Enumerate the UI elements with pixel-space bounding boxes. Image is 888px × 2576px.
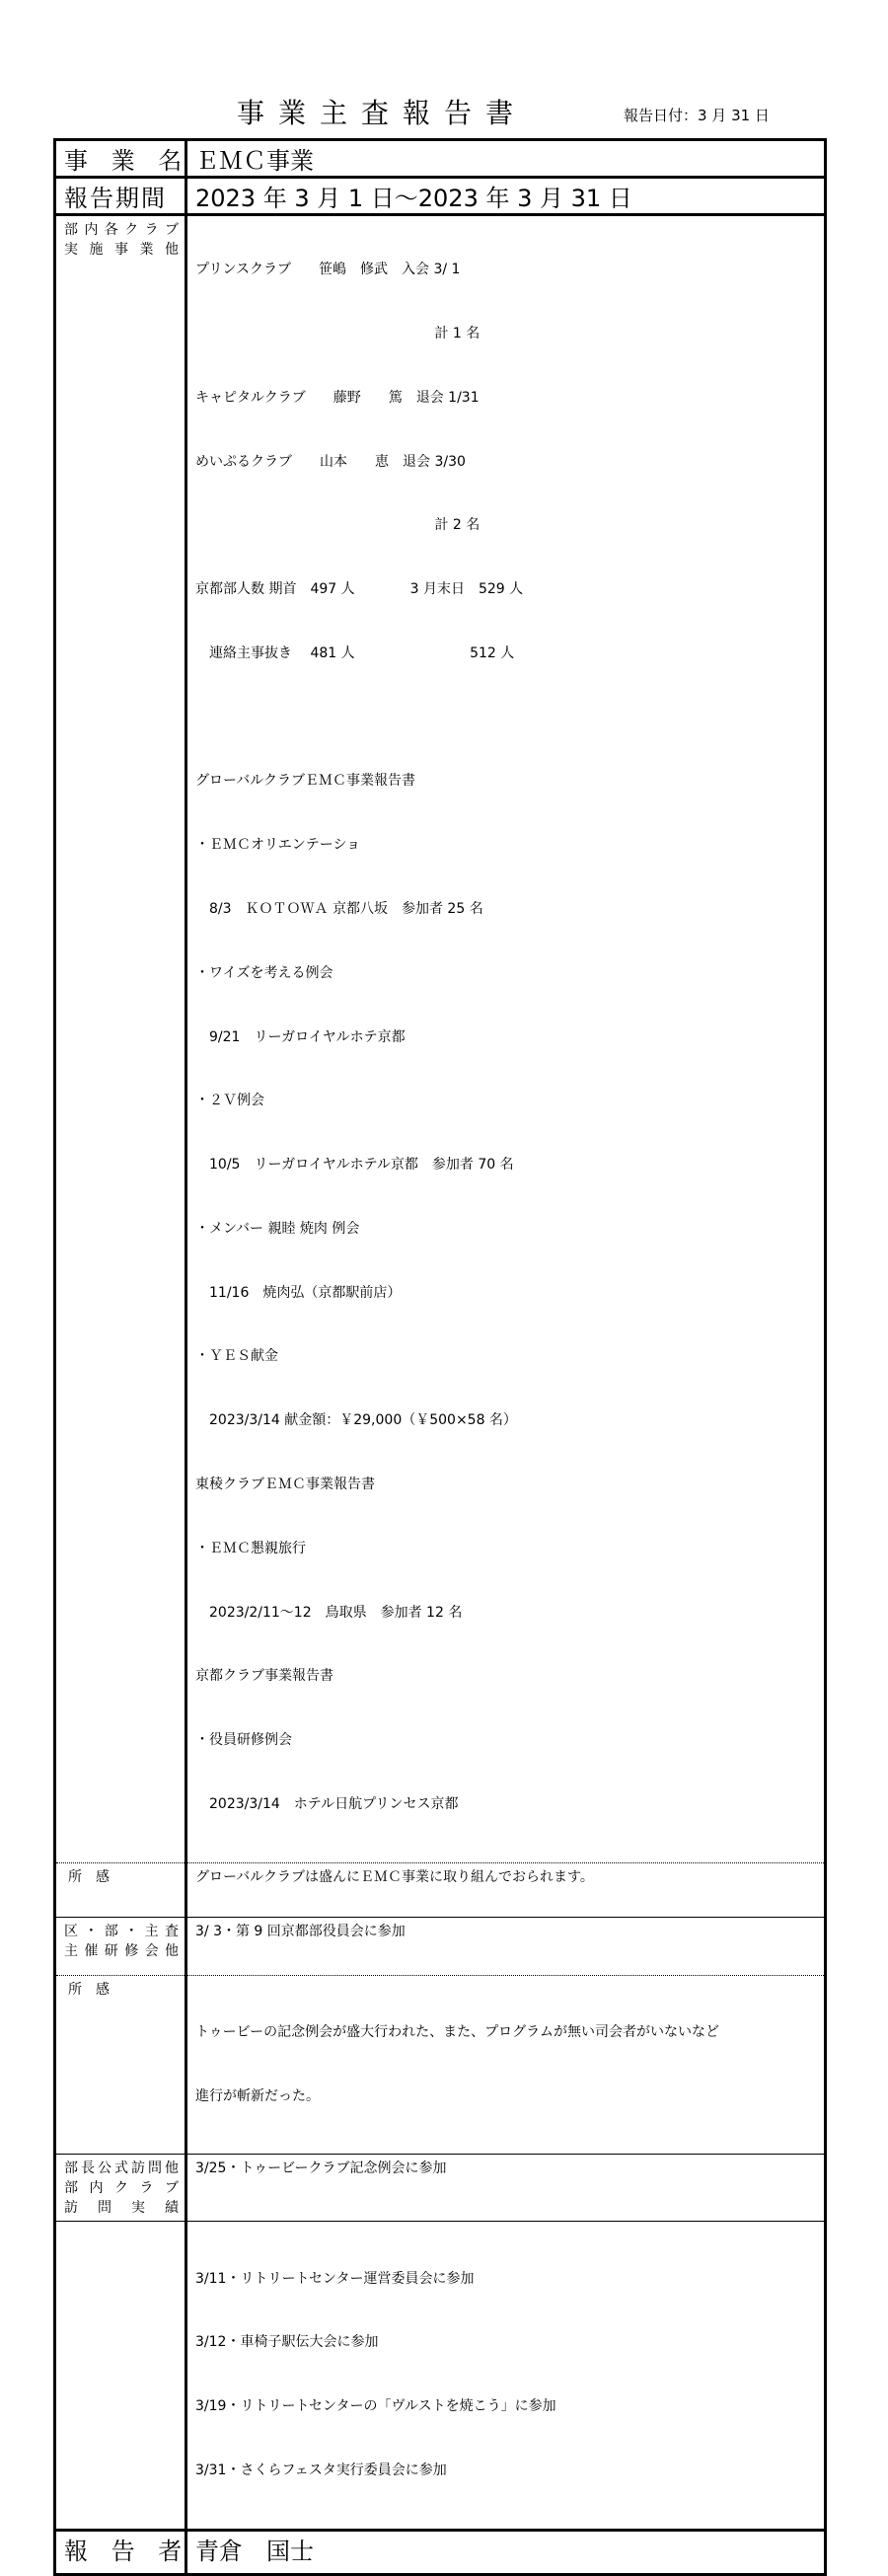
club-line: 計 1 名 xyxy=(195,325,481,341)
other-line: 3/11・リトリートセンター運営委員会に参加 xyxy=(195,2270,475,2287)
period-value: 2023 年 3 月 1 日～2023 年 3 月 31 日 xyxy=(195,185,632,212)
visit-section-label: 部長公式訪問他 部内クラブ 訪問実績 xyxy=(64,2160,179,2217)
impression2-row xyxy=(55,1975,826,2155)
other-line: 3/12・車椅子駅伝大会に参加 xyxy=(195,2334,379,2351)
impression2-text: トゥービーの記念例会が盛大行われた、また、プログラムが無い司会者がいないなど 進行が斬新だった。 xyxy=(195,2023,719,2104)
document-title: 事業主査報告書 xyxy=(237,97,528,129)
district-section-label: 区・部・主査 主催研修会他 xyxy=(64,1923,179,1959)
club-line: 9/21 リーガロイヤルホテ京都 xyxy=(195,1028,406,1045)
period-label: 報告期間 xyxy=(64,185,167,212)
club-line: ・２Ｖ例会 xyxy=(195,1093,264,1109)
other-section-row xyxy=(55,2222,826,2530)
business-name-label: 事 業 名 xyxy=(64,147,190,175)
impression1-row xyxy=(55,1862,826,1917)
impression1-text: グローバルクラブは盛んにＥＭＣ事業に取り組んでおられます。 xyxy=(195,1868,594,1885)
impression2-label: 所 感 xyxy=(68,1981,110,1998)
club-line: めいぷるクラブ 山本 恵 退会 3/30 xyxy=(195,453,466,470)
club-line: 2023/2/11～12 鳥取県 参加者 12 名 xyxy=(195,1604,463,1621)
club-line: 計 2 名 xyxy=(195,517,481,534)
reporter-value: 青倉 国士 xyxy=(195,2537,314,2565)
club-line: グローバルクラブＥＭＣ事業報告書 xyxy=(195,773,416,790)
club-line: ・ＥＭＣ懇親旅行 xyxy=(195,1540,306,1556)
reporter-row xyxy=(55,2530,826,2574)
business-name-value: ＥＭＣ事業 xyxy=(195,147,314,175)
club-line: 8/3 ＫＯＴＯＷＡ 京都八坂 参加者 25 名 xyxy=(195,901,483,917)
club-section-label: 部内各クラブ 実施事業他 xyxy=(64,222,179,258)
club-line: キャピタルクラブ 藤野 篤 退会 1/31 xyxy=(195,389,480,406)
other-line: 3/19・リトリートセンターの「ヴルストを焼こう」に参加 xyxy=(195,2398,556,2415)
club-line: ・役員研修例会 xyxy=(195,1732,292,1749)
club-line: 連絡主事抜き 481 人 512 人 xyxy=(195,644,515,661)
club-line: ・ワイズを考える例会 xyxy=(195,964,333,981)
club-line: ・ＹＥＳ献金 xyxy=(195,1348,278,1365)
club-line: 東稜クラブＥＭＣ事業報告書 xyxy=(195,1477,375,1493)
club-line: 11/16 焼肉弘（京都駅前店） xyxy=(195,1284,402,1301)
club-line: プリンスクラブ 笹嶋 修武 入会 3/ 1 xyxy=(195,262,461,278)
reporter-label: 報 告 者 xyxy=(64,2537,190,2565)
club-line: ・メンバー 親睦 焼肉 例会 xyxy=(195,1220,360,1237)
club-line: 2023/3/14 献金額：￥29,000（￥500×58 名） xyxy=(195,1412,517,1429)
club-line: 京都部人数 期首 497 人 3 月末日 529 人 xyxy=(195,581,524,598)
district-section-text: 3/ 3・第 9 回京都部役員会に参加 xyxy=(195,1923,406,1939)
report-table xyxy=(53,138,827,2576)
club-section-row xyxy=(55,215,826,1863)
other-section-text xyxy=(187,2222,824,2528)
club-section-text xyxy=(187,216,824,1862)
club-line: 2023/3/14 ホテル日航プリンセス京都 xyxy=(195,1795,459,1812)
visit-section-row xyxy=(55,2155,826,2222)
club-line: ・ＥＭＣオリエンテーショ xyxy=(195,837,361,854)
business-name-row xyxy=(55,140,826,178)
visit-section-text: 3/25・トゥービークラブ記念例会に参加 xyxy=(195,2160,447,2177)
club-line: 京都クラブ事業報告書 xyxy=(195,1668,333,1685)
club-line xyxy=(195,708,818,729)
impression1-label: 所 感 xyxy=(68,1868,110,1885)
other-line: 3/31・さくらフェスタ実行委員会に参加 xyxy=(195,2462,447,2478)
report-date: 報告日付：3 月 31 日 xyxy=(624,107,770,124)
district-section-row xyxy=(55,1917,826,1975)
club-line: 10/5 リーガロイヤルホテル京都 参加者 70 名 xyxy=(195,1157,514,1174)
period-row xyxy=(55,178,826,215)
